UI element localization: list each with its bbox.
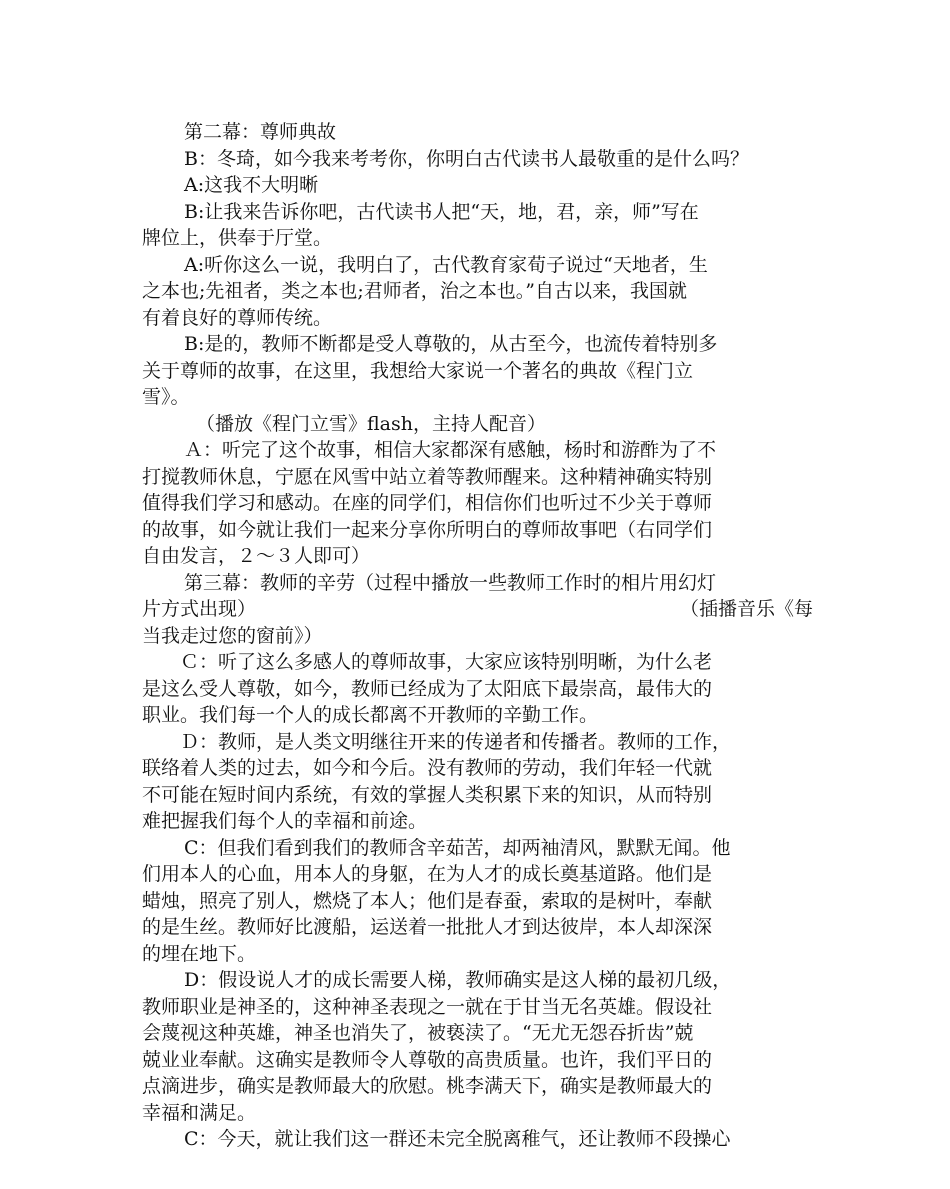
dialogue-line: 牌位上，供奉于厅堂。 [142,227,333,249]
dialogue-line: 是这么受人尊敬，如今，教师已经成为了太阳底下最崇高，最伟大的 [142,677,713,700]
dialogue-line: 之本也;先祖者，类之本也;君师者，治之本也。”自古以来，我国就 [142,280,688,302]
document-body [142,119,813,1153]
dialogue-line: 的埋在地下。 [142,942,257,965]
dialogue-line: 关于尊师的故事，在这里，我想给大家说一个著名的典故《程门立 [142,359,694,382]
dialogue-line: 点滴进步，确实是教师最大的欣慰。桃李满天下，确实是教师最大的 [142,1075,713,1097]
dialogue-line: 教师职业是神圣的，这种神圣表现之一就在于甘当无名英雄。假设社 [142,995,713,1018]
dialogue-line: 的故事，如今就让我们一起来分享你所明白的尊师故事吧（右同学们 [142,518,713,541]
dialogue-line: 幸福和满足。 [142,1101,257,1124]
scene-two-heading: 第二幕：尊师典故 [184,121,337,143]
stage-direction: （播放《程门立雪》flash，主持人配音） [196,412,546,435]
dialogue-line: 职业。我们每一个人的成长都离不开教师的辛勤工作。 [142,704,599,726]
dialogue-line: A:听你这么一说，我明白了，古代教育家荀子说过“天地者，生 [184,253,708,276]
dialogue-line: 值得我们学习和感动。在座的同学们，相信你们也听过不少关于尊师 [142,492,713,514]
dialogue-line: C：但我们看到我们的教师含辛茹苦，却两袖清风，默默无闻。他 [184,836,731,859]
dialogue-line: 难把握我们每个人的幸福和前途。 [142,810,428,832]
dialogue-line: 的是生丝。教师好比渡船，运送着一批批人才到达彼岸，本人却深深 [142,916,713,938]
dialogue-line: Ｄ：教师，是人类文明继往开来的传递者和传播者。教师的工作， [180,730,732,753]
dialogue-line: Ｃ：听了这么多感人的尊师故事，大家应该特别明晰，为什么老 [180,651,713,673]
dialogue-line: 联络着人类的过去，如今和今后。没有教师的劳动，我们年轻一代就 [142,757,713,779]
dialogue-line: C：今天，就让我们这一群还未完全脱离稚气，还让教师不段操心 [184,1128,731,1150]
dialogue-line: 打搅教师休息，宁愿在风雪中站立着等教师醒来。这种精神确实特别 [142,465,713,488]
dialogue-line: 雪》。 [142,386,190,408]
dialogue-line: 自由发言，２～３人即可） [142,545,371,567]
dialogue-line: 有着良好的尊师传统。 [142,306,333,329]
dialogue-line: B:是的，教师不断都是受人尊敬的，从古至今，也流传着特别多 [184,333,718,355]
dialogue-line: A:这我不大明晰 [184,174,319,196]
scene-three-heading: 第三幕：教师的辛劳（过程中播放一些教师工作时的相片用幻灯 [184,571,717,594]
dialogue-line: B：冬琦，如今我来考考你，你明白古代读书人最敬重的是什么吗？ [184,147,749,170]
stage-direction-row [142,596,813,623]
dialogue-line: B:让我来告诉你吧，古代读书人把“天，地，君，亲，师”写在 [184,200,699,223]
dialogue-line: D：假设说人才的成长需要人梯，教师确实是这人梯的最初几级， [184,969,732,991]
dialogue-line: 蜡烛，照亮了别人，燃烧了本人；他们是春蚕，索取的是树叶，奉献 [142,889,713,912]
stage-direction: 片方式出现） [142,598,257,620]
dialogue-line: 兢业业奉献。这确实是教师令人尊敬的高贵质量。也许，我们平日的 [142,1048,713,1071]
dialogue-line: 们用本人的心血，用本人的身躯，在为人才的成长奠基道路。他们是 [142,863,713,885]
dialogue-line: Ａ：听完了这个故事，相信大家都深有感触，杨时和游酢为了不 [184,439,717,461]
dialogue-line: 会蔑视这种英雄，神圣也消失了，被亵渎了。“无尤无怨吞折齿”兢 [142,1022,694,1044]
dialogue-line: 不可能在短时间内系统，有效的掌握人类积累下来的知识，从而特别 [142,783,713,806]
music-direction-cont: 当我走过您的窗前》） [142,624,323,647]
music-direction: （插播音乐《每 [679,598,813,620]
